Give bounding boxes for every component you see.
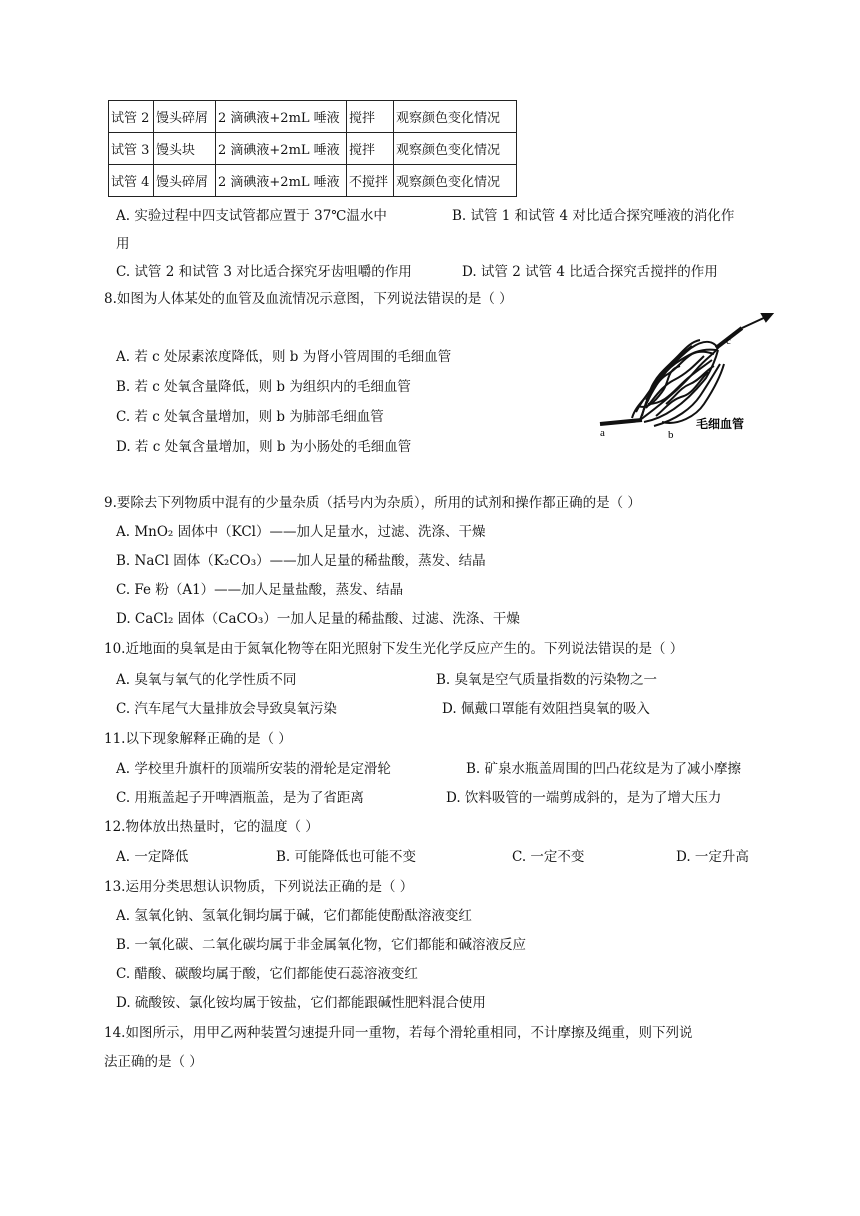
label-capillary: 毛细血管 [696,417,745,431]
q9-option-b: B. NaCl 固体（K₂CO₃）——加人足量的稀盐酸，蒸发、结晶 [116,553,486,569]
table-cell: 试管 2 [109,101,154,133]
q8-option-d: D. 若 c 处氧含量增加，则 b 为小肠处的毛细血管 [116,439,412,455]
table-cell: 馒头碎屑 [154,101,216,133]
q12-stem: 12.物体放出热量时，它的温度（ ） [104,819,319,835]
q7-option-d: D. 试管 2 试管 4 比适合探究舌搅拌的作用 [462,264,718,280]
table-cell: 不搅拌 [347,165,394,197]
q13-stem: 13.运用分类思想认识物质，下列说法正确的是（ ） [104,879,414,895]
table-cell: 试管 4 [109,165,154,197]
q9-option-a: A. MnO₂ 固体中（KCl）——加人足量水，过滤、洗涤、干燥 [116,524,486,540]
q7-option-b: B. 试管 1 和试管 4 对比适合探究唾液的消化作 [452,208,735,224]
table-cell: 观察颜色变化情况 [394,165,517,197]
q12-option-a: A. 一定降低 [116,849,189,865]
q10-option-c: C. 汽车尾气大量排放会导致臭氧污染 [116,701,337,717]
q7-option-b-cont: 用 [116,236,130,252]
q7-option-c: C. 试管 2 和试管 3 对比适合探究牙齿咀嚼的作用 [116,264,412,280]
table-cell: 2 滴碘液+2mL 唾液 [216,101,347,133]
table-cell: 馒头块 [154,133,216,165]
table-cell: 观察颜色变化情况 [394,133,517,165]
table-row [109,101,517,133]
capillary-diagram [596,308,776,444]
table-cell: 2 滴碘液+2mL 唾液 [216,133,347,165]
table-cell: 试管 3 [109,133,154,165]
table-cell: 搅拌 [347,133,394,165]
table-cell: 观察颜色变化情况 [394,101,517,133]
q13-option-b: B. 一氧化碳、二氧化碳均属于非金属氧化物，它们都能和碱溶液反应 [116,937,527,953]
q11-option-b: B. 矿泉水瓶盖周围的凹凸花纹是为了减小摩擦 [466,761,742,777]
q9-option-c: C. Fe 粉（A1）——加人足量盐酸，蒸发、结晶 [116,582,404,598]
q10-stem: 10.近地面的臭氧是由于氮氧化物等在阳光照射下发生光化学反应产生的。下列说法错误的是（ ） [104,641,684,657]
q11-option-a: A. 学校里升旗杆的顶端所安装的滑轮是定滑轮 [116,761,391,777]
q12-option-d: D. 一定升高 [676,849,749,865]
q14-stem: 14.如图所示，用甲乙两种装置匀速提升同一重物，若每个滑轮重相同，不计摩擦及绳重，则下列说 [104,1025,693,1041]
table-cell: 馒头碎屑 [154,165,216,197]
q12-option-c: C. 一定不变 [512,849,585,865]
table-row [109,165,517,197]
q10-option-a: A. 臭氧与氧气的化学性质不同 [116,672,297,688]
label-a: a [600,427,605,439]
table-cell: 搅拌 [347,101,394,133]
q12-option-b: B. 可能降低也可能不变 [276,849,417,865]
q10-option-b: B. 臭氧是空气质量指数的污染物之一 [436,672,658,688]
table-row [109,133,517,165]
q11-option-c: C. 用瓶盖起子开啤酒瓶盖，是为了省距离 [116,790,364,806]
q9-option-d: D. CaCl₂ 固体（CaCO₃）一加人足量的稀盐酸、过滤、洗涤、干燥 [116,611,520,627]
table-cell: 2 滴碘液+2mL 唾液 [216,165,347,197]
q8-option-c: C. 若 c 处氧含量增加，则 b 为肺部毛细血管 [116,409,384,425]
q13-option-c: C. 醋酸、碳酸均属于酸，它们都能使石蕊溶液变红 [116,966,418,982]
q8-option-b: B. 若 c 处氧含量降低，则 b 为组织内的毛细血管 [116,379,411,395]
q10-option-d: D. 佩戴口罩能有效阻挡臭氧的吸入 [442,701,650,717]
q11-option-d: D. 饮料吸管的一端剪成斜的，是为了增大压力 [446,790,722,806]
label-c: c [726,335,731,347]
q13-option-d: D. 硫酸铵、氯化铵均属于铵盐，它们都能跟碱性肥料混合使用 [116,995,486,1011]
q8-option-a: A. 若 c 处尿素浓度降低，则 b 为肾小管周围的毛细血管 [116,349,452,365]
q9-stem: 9.要除去下列物质中混有的少量杂质（括号内为杂质），所用的试剂和操作都正确的是（ ） [104,495,641,511]
q13-option-a: A. 氢氧化钠、氢氧化铜均属于碱，它们都能使酚酞溶液变红 [116,908,472,924]
label-b: b [668,429,674,441]
experiment-table [108,100,517,197]
q7-option-a: A. 实验过程中四支试管都应置于 37℃温水中 [116,208,387,224]
q11-stem: 11.以下现象解释正确的是（ ） [104,731,292,747]
q14-stem-cont: 法正确的是（ ） [104,1054,203,1070]
q8-stem: 8.如图为人体某处的血管及血流情况示意图，下列说法错误的是（ ） [104,291,513,307]
